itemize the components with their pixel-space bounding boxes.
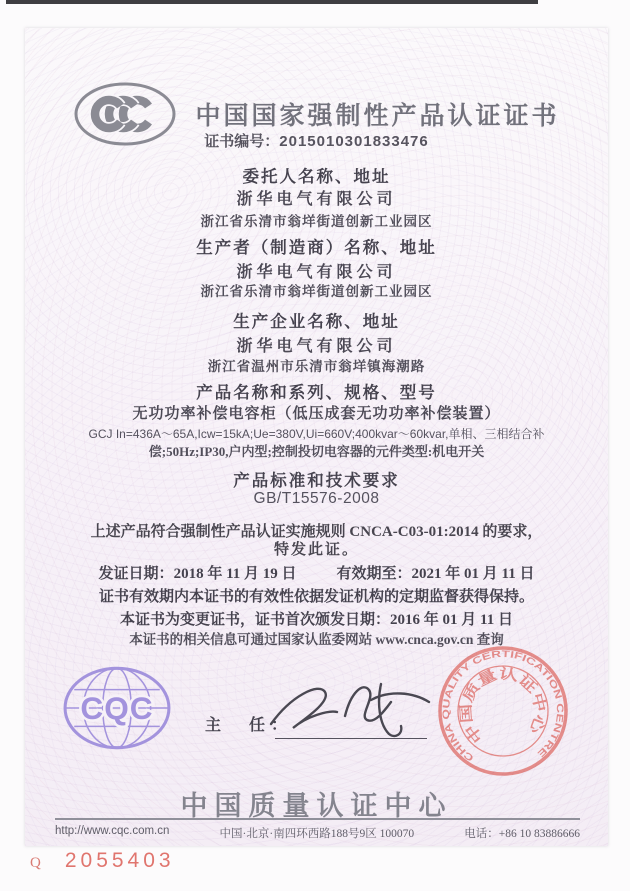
validity-note: 证书有效期内本证书的有效性依据发证机构的定期监督获得保持。 xyxy=(98,589,534,605)
serial-prefix: Q xyxy=(30,855,41,871)
standard-heading: 产品标准和技术要求 xyxy=(233,471,400,490)
factory-address: 浙江省温州市乐清市翁垟镇海潮路 xyxy=(207,359,426,374)
statement-line1: 上述产品符合强制性产品认证实施规则 CNCA-C03-01:2014 的要求， xyxy=(90,524,543,540)
product-name: 无功功率补偿电容柜（低压成套无功功率补偿装置） xyxy=(132,406,501,422)
valid-until-label: 有效期至： xyxy=(336,566,412,582)
product-spec-line2: 偿;50Hz;IP30,户内型;控制投切电容器的元件类型:机电开关 xyxy=(148,444,485,459)
manufacturer-name: 浙华电气有限公司 xyxy=(236,264,397,281)
signature-stroke2 xyxy=(345,687,391,720)
issuing-org-name: 中国质量认证中心 xyxy=(180,791,453,821)
stamp-english-textpath: CHINA QUALITY CERTIFICATION CENTRE xyxy=(440,648,566,764)
standard-value: GB/T15576-2008 xyxy=(253,490,380,507)
cqc-logo-icon xyxy=(61,664,173,752)
certificate-number: 2015010301833476 xyxy=(279,133,429,150)
product-spec-line1: GCJ In=436A～65A,Icw=15kA;Ue=380V,Ui=660V;400kvar～60kvar,单相、三相结合补 xyxy=(88,427,545,441)
cqc-logo-text: CQC xyxy=(80,690,154,727)
footer-website: http://www.cqc.com.cn xyxy=(55,825,170,837)
query-note: 本证书的相关信息可通过国家认监委网站 www.cnca.gov.cn 查询 xyxy=(129,632,504,647)
change-note: 本证书为变更证书，证书首次颁发日期：2016 年 01 月 11 日 xyxy=(120,612,513,628)
footer-address: 中国·北京·南四环西路188号9区 100070 xyxy=(219,828,415,840)
scan-edge-strip xyxy=(6,0,538,4)
issue-date-label: 发证日期： xyxy=(98,566,174,582)
factory-name: 浙华电气有限公司 xyxy=(236,338,397,355)
red-seal-stamp xyxy=(433,641,573,781)
certificate-number-line xyxy=(25,130,608,151)
dates-line xyxy=(25,562,608,583)
applicant-name: 浙华电气有限公司 xyxy=(236,191,397,208)
form-serial-number xyxy=(30,849,175,873)
product-heading: 产品名称和系列、规格、型号 xyxy=(196,383,437,402)
director-label: 主 任： xyxy=(205,717,294,734)
footer-divider xyxy=(55,818,580,820)
certificate-page xyxy=(25,28,608,846)
stamp-chinese-textpath: 中国质量认证中心 xyxy=(458,666,548,746)
applicant-heading: 委托人名称、地址 xyxy=(242,167,391,186)
manufacturer-address: 浙江省乐清市翁垟街道创新工业园区 xyxy=(200,284,433,299)
applicant-address: 浙江省乐清市翁垟街道创新工业园区 xyxy=(200,214,433,229)
statement-line2: 特发此证。 xyxy=(273,542,359,558)
serial-digits: 2055403 xyxy=(64,849,175,872)
footer-contact-row xyxy=(55,825,580,841)
manufacturer-heading: 生产者（制造商）名称、地址 xyxy=(196,238,437,257)
certificate-title: 中国国家强制性产品认证证书 xyxy=(195,102,560,130)
issue-date: 2018 年 11 月 19 日 xyxy=(173,566,297,582)
factory-heading: 生产企业名称、地址 xyxy=(233,312,400,331)
signature-stroke3 xyxy=(379,684,401,736)
footer-phone: 电话：+86 10 83886666 xyxy=(464,828,580,840)
signature-stroke1 xyxy=(271,689,337,728)
certificate-number-label: 证书编号： xyxy=(204,134,280,150)
valid-until: 2021 年 01 月 11 日 xyxy=(411,566,535,582)
stamp-chinese-text xyxy=(456,664,549,746)
director-signature xyxy=(263,676,443,746)
